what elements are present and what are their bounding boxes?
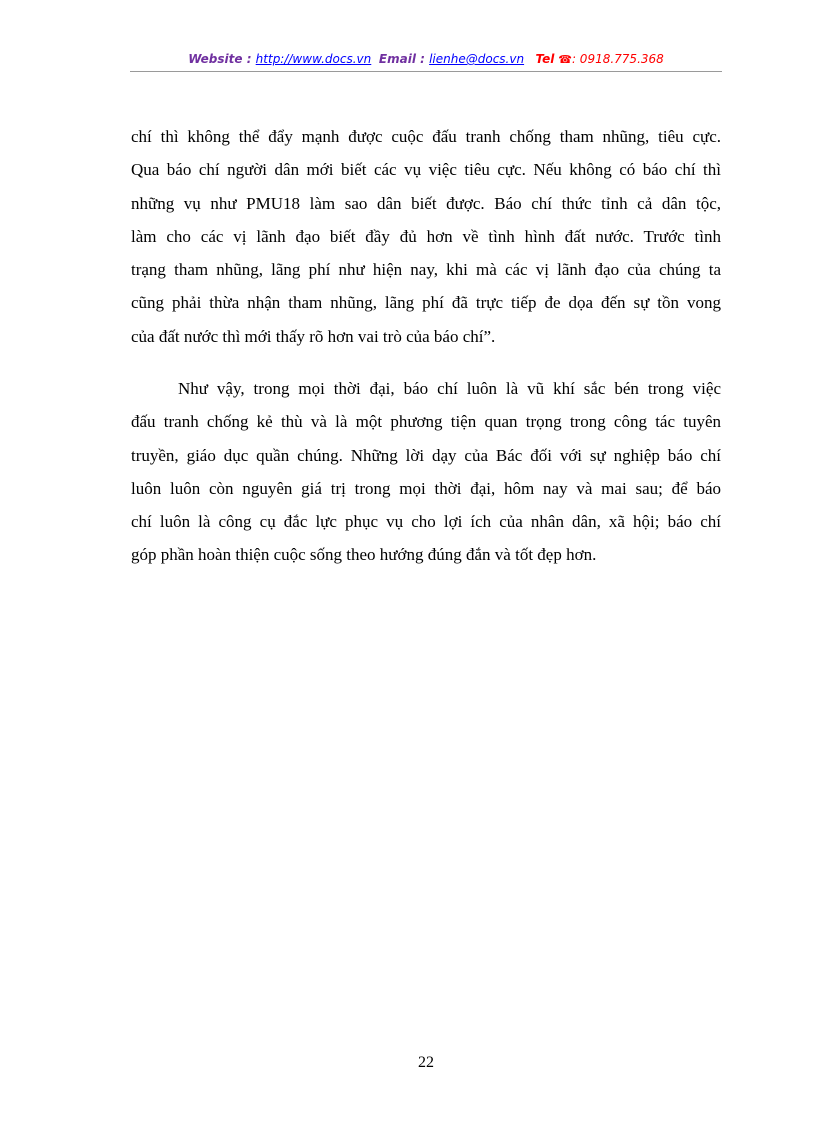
text-line: cũng phải thừa nhận tham nhũng, lãng phí đã trực tiếp đe dọa đến sự tồn vong [131, 293, 721, 313]
header-divider [130, 71, 722, 72]
text-line: của đất nước thì mới thấy rõ hơn vai trò của báo chí”. [131, 326, 496, 346]
email-label: Email [378, 52, 416, 66]
email-link[interactable]: lienhe@docs.vn [429, 52, 525, 66]
text-line: những vụ như PMU18 làm sao dân biết được. Báo chí thức tỉnh cả dân tộc, [131, 193, 721, 213]
text-line: đấu tranh chống kẻ thù và là một phương tiện quan trọng trong công tác tuyên [131, 412, 721, 432]
text-line: trạng tham nhũng, lãng phí như hiện nay, khi mà các vị lãnh đạo của chúng ta [131, 260, 721, 280]
text-line: Như vậy, trong mọi thời đại, báo chí luôn là vũ khí sắc bén trong việc [178, 379, 721, 398]
tel-label: Tel [535, 52, 555, 66]
website-label: Website : [188, 52, 256, 66]
paragraph-1 [131, 120, 721, 353]
website-link[interactable]: http://www.docs.vn [255, 52, 372, 66]
page-number: 22 [418, 1054, 434, 1071]
telephone-icon: ☎ [558, 53, 572, 66]
text-line: chí luôn là công cụ đắc lực phục vụ cho lợi ích của nhân dân, xã hội; báo chí [131, 512, 721, 532]
text-line: làm cho các vị lãnh đạo biết đầy đủ hơn về tình hình đất nước. Trước tình [131, 226, 721, 246]
email-separator: : [415, 52, 430, 66]
text-line: Qua báo chí người dân mới biết các vụ việc tiêu cực. Nếu không có báo chí thì [131, 160, 721, 180]
paragraph-2 [131, 372, 721, 572]
text-line: luôn luôn còn nguyên giá trị trong mọi thời đại, hôm nay và mai sau; để báo [131, 478, 721, 498]
text-line: góp phần hoàn thiện cuộc sống theo hướng đúng đắn và tốt đẹp hơn. [131, 545, 597, 565]
text-line: chí thì không thể đẩy mạnh được cuộc đấu tranh chống tham nhũng, tiêu cực. [131, 127, 721, 146]
text-line: truyền, giáo dục quần chúng. Những lời dạy của Bác đối với sự nghiệp báo chí [131, 445, 721, 465]
page-header [130, 52, 722, 66]
phone-number: : 0918.775.368 [571, 52, 664, 66]
